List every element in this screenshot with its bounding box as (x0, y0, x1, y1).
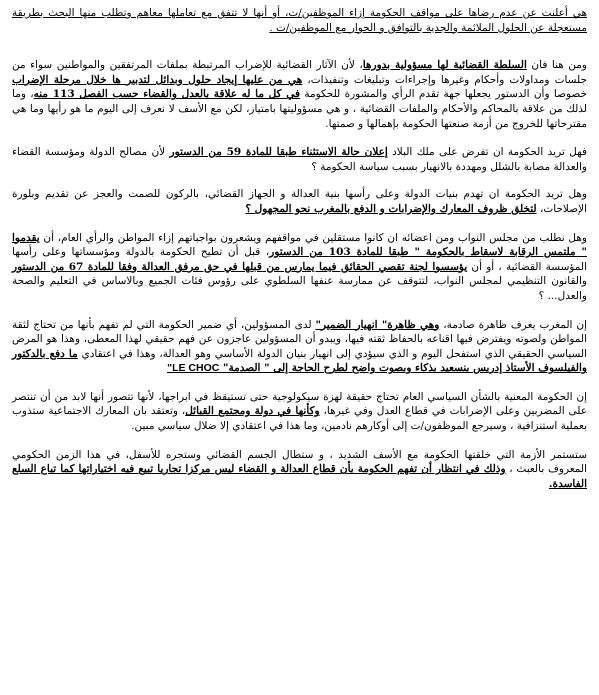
paragraph-demolish-state-structures (12, 187, 587, 216)
text-segment: خصوصا وأن الدستور يجعلها جهة تقدم الرأي والمشورة للحكومة (299, 88, 588, 101)
text-segment: إن الحكومة المعنية بالشأن السياسي العام تحتاج حقيقة لهزة سيكولوجية حتى تستيقظ في ابراجها، لأنها تتصور أنها لابد من أن تنتصر على المضربين وعلى الإضرابات في قطاع العدل وفي غيرها، (12, 390, 588, 418)
paragraph-judicial-authority-responsibility (12, 58, 587, 131)
text-segment: وهي ظاهرة" انهيار الضمير" (315, 318, 440, 331)
paragraph-collapse-of-conscience (12, 318, 587, 376)
text-segment: هي من عليها إيجاد حلول وبدائل لتدبير ها خلال مرحلة الإضراب (12, 73, 303, 86)
text-segment: ، قبل أن تطيح الحكومة بالدولة ومؤسساتها وعلى رأسها المؤسسة القضائية ، أو أن (12, 246, 587, 273)
text-segment: هي أعلنت عن عدم رضاها على مواقف الحكومة إزاء الموظفين/ت، أو أنها لا تتفق مع تعاملها معاهم وتطلب منها البحث بطريقة مستعجلة عن الحلول الملائمة والجدية بالتوافق و الحوار مع الموظفين/ت . (12, 7, 587, 34)
paragraph-state-of-exception-question (12, 145, 587, 174)
paragraph-crisis-continues (12, 448, 587, 492)
text-segment: وذلك في انتظار أن تفهم الحكومة بأن قطاع العدالة و القضاء ليس مركزا تجاريا تبيع فيه اختياراتها كما تباع السلع الفاسدة. (12, 463, 587, 490)
text-segment: وهل تريد الحكومة ان تهدم بنيات الدولة وعلى رأسها بنية العدالة و الجهاز القضائي، بالركون للصمت والعجز عن تقديم وبلورة الإصلاحات، (12, 188, 587, 215)
text-segment: ، وما لذلك من علاقة بالمحاكم والأحكام والملفات القضائية ، و هي مسؤوليتها بامتياز، لكن مع الأسف لا نعرف إلى اليوم ما هو رأيها وما هي مقترحاتها للخروج من أزمة صنعتها الحكومة بإهمالها و صمتها. (12, 88, 587, 130)
text-segment: يؤسسوا لجنة تقصي الحقائق فيما يمارس من قبلها في حق مرفق العدالة وفقا للمادة 67 من الدستور (12, 260, 468, 273)
text-segment: لأن مصالح الدولة ومؤسسة القضاء والعدالة مصابة بالشلل ومهددة بالانهيار بسبب سياسة الحكومة ؟ (12, 146, 587, 173)
text-segment: ومن هنا فان (526, 59, 587, 72)
text-segment: فهل تريد الحكومة ان تفرض على ملك البلاد (387, 146, 587, 159)
text-segment: ستستمر الأزمة التي خلقتها الحكومة مع الأسف الشديد ، و ستطال الجسم القضائي وستجره للأسفل، في هذا الزمن الحكومي المعروف بالعبث ، (12, 448, 587, 476)
text-segment: وهل نطلب من مجلس النواب ومن اعضائه ان كانوا مستقلين في مواقفهم ويشعرون بواجباتهم إزاء المواطن والرأي العام، أن (39, 231, 587, 244)
text-segment: إعلان حالة الاستثناء طبقا للمادة 59 من الدستور (169, 146, 388, 159)
text-segment: السلطة القضائية لها مسؤولية بدورها (362, 59, 527, 72)
text-segment: "LE CHOC (167, 362, 220, 375)
text-segment: لدى المسؤولين، أي ضمير الحكومة التي لم تفهم بأنها من تحتاج لثقة المواطن ولصوته ويفترض فيها اقناعه بالحفاظ ثقته فيها، ويبدو أن المسؤولين عاجزون عن فهم حقيقي لهذا المعطى، وهذا هو المرض السياسي الحقيقي الذي استفحل اليوم و الذي سيؤدي إلى انهيار بنيان الدولة الأساسي وهو العدالة، وهذا في اعتقادي (12, 318, 587, 360)
text-segment: ، وتعتقد بان المعارك الاجتماعية ستذوب بعملية استنزافية ، وسيرجع الموظفون/ت إلى أوكارهم نادمين، وما هذا في اعتقادي إلا ضلال سياسي مبين. (12, 405, 587, 433)
text-segment: ما دفع بالدكتور والفيلسوف الأستاذ إدريس بنسعيد بذكاء وبصوت واضح لطرح الحاجة إلى " الصدمة" (12, 347, 587, 375)
text-segment: وكأنها في دولة ومجتمع القبائل (185, 405, 320, 418)
text-segment: في كل ما له علاقة بالعدل والقضاء حسب الفصل 113 منه (33, 88, 300, 101)
paragraph-psychological-shock (12, 390, 587, 434)
paragraph-government-dissatisfaction (12, 6, 587, 35)
text-segment: لتخلق ظروف المعارك والإضرابات و الدفع بالمغرب نحو المجهول ؟ (245, 202, 537, 215)
paragraph-censure-motion (12, 231, 587, 304)
text-segment: يقدموا " ملتمس الرقابة لاسقاط بالحكومة " طبقا للمادة 103 من الدستور (12, 231, 587, 259)
text-segment: إن المغرب يعرف ظاهرة صادمة، (439, 318, 588, 331)
text-segment: والقانون التنظيمي لمجلس النواب، لتتوقف عن ممارسة عنفها السلطوي على رؤوس فئات الجميع وبالاساس في التعليم والصحة والعدل... ؟ (12, 275, 587, 302)
text-segment: ، لأن الآثار القضائية للإضراب المرتبطة بملفات المرتفقين والمواطنين سواء من جلسات ومداولات وأحكام وغيرها وإجراءات وتبليغات وتنفيذات، (12, 59, 587, 86)
